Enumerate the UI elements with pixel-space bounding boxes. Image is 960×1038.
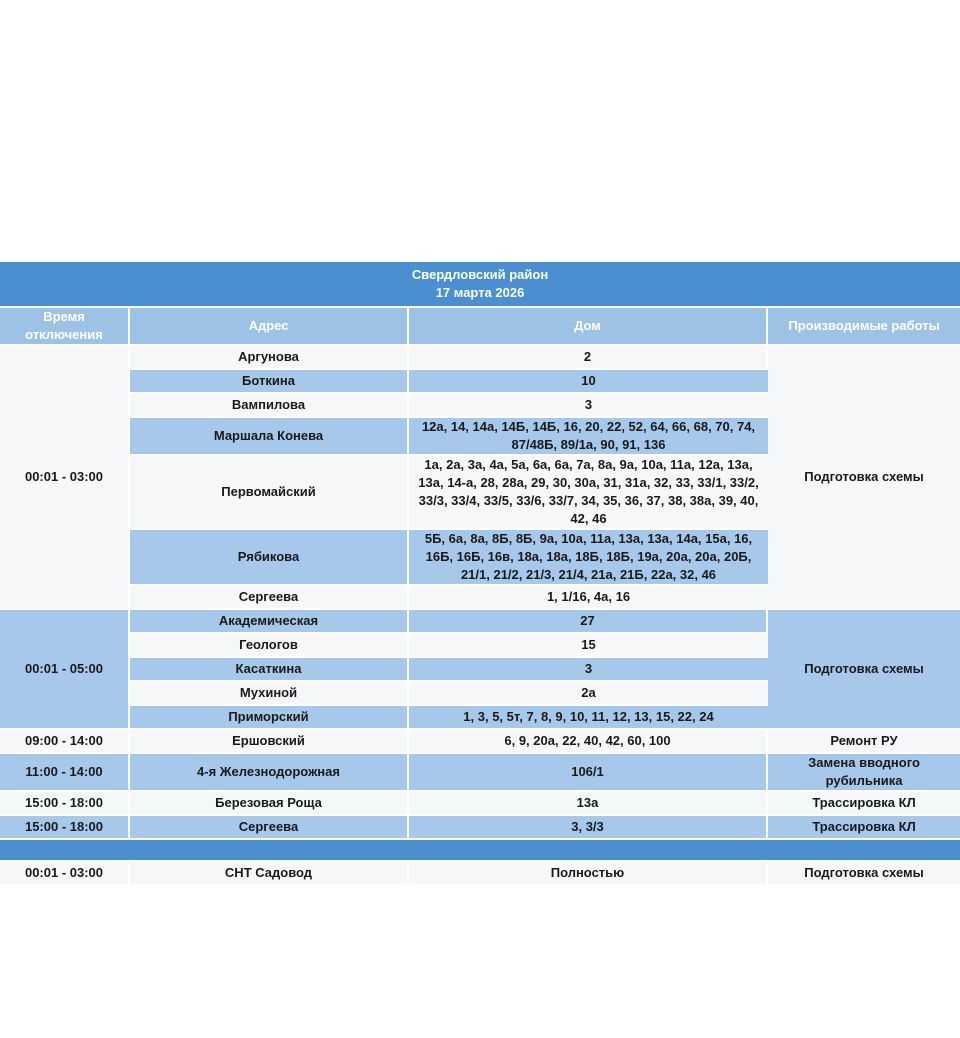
- house-cell: 5Б, 6а, 8а, 8Б, 8Б, 9а, 10а, 11а, 13а, 13а, 14а, 15а, 16, 16Б, 16Б, 16в, 18а, 18а, 18Б, 18Б, 19а, 20а, 20а, 20Б, 21/1, 21/2, 21/3, 21/4, 21а, 21Б, 22а, 32, 46: [409, 530, 768, 586]
- date-title: 17 марта 2026: [435, 285, 525, 300]
- address-cell: Сергеева: [130, 586, 409, 610]
- table-row: [0, 346, 960, 370]
- table-title: [0, 262, 960, 308]
- address-cell: Рябикова: [130, 530, 409, 586]
- works-cell: Подготовка схемы: [768, 346, 960, 610]
- house-cell: 2: [409, 346, 768, 370]
- table-row: [0, 816, 960, 840]
- house-cell: 12а, 14, 14а, 14Б, 14Б, 16, 20, 22, 52, 64, 66, 68, 70, 74, 87/48Б, 89/1а, 90, 91, 136: [409, 418, 768, 456]
- address-cell: Маршала Конева: [130, 418, 409, 456]
- table-row: [0, 792, 960, 816]
- address-cell: Сергеева: [130, 816, 409, 840]
- works-cell: Трассировка КЛ: [768, 816, 960, 840]
- address-cell: Академическая: [130, 610, 409, 634]
- time-cell: 00:01 - 03:00: [0, 862, 130, 886]
- house-cell: 27: [409, 610, 768, 634]
- house-cell: 1, 1/16, 4а, 16: [409, 586, 768, 610]
- works-cell: Ремонт РУ: [768, 730, 960, 754]
- address-cell: Мухиной: [130, 682, 409, 706]
- house-cell: 106/1: [409, 754, 768, 792]
- time-cell: 11:00 - 14:00: [0, 754, 130, 792]
- works-cell: Подготовка схемы: [768, 610, 960, 730]
- house-cell: 10: [409, 370, 768, 394]
- table-row: [0, 610, 960, 634]
- section-separator: [0, 840, 960, 862]
- works-cell: Замена вводного рубильника: [768, 754, 960, 792]
- house-cell: 1, 3, 5, 5т, 7, 8, 9, 10, 11, 12, 13, 15, 22, 24: [409, 706, 768, 730]
- header-row: [0, 308, 960, 346]
- outage-schedule-table: [0, 262, 960, 886]
- header-address: Адрес: [130, 308, 409, 346]
- address-cell: Березовая Роща: [130, 792, 409, 816]
- title-row: [0, 262, 960, 308]
- house-cell: 15: [409, 634, 768, 658]
- district-title: Свердловский район: [411, 267, 549, 282]
- house-cell: 3: [409, 658, 768, 682]
- house-cell: 3: [409, 394, 768, 418]
- address-cell: Боткина: [130, 370, 409, 394]
- time-cell: 15:00 - 18:00: [0, 792, 130, 816]
- house-cell: Полностью: [409, 862, 768, 886]
- header-works: Производимые работы: [768, 308, 960, 346]
- header-house: Дом: [409, 308, 768, 346]
- house-cell: 2а: [409, 682, 768, 706]
- table-row: [0, 754, 960, 792]
- time-cell: 15:00 - 18:00: [0, 816, 130, 840]
- address-cell: Касаткина: [130, 658, 409, 682]
- address-cell: 4-я Железнодорожная: [130, 754, 409, 792]
- house-cell: 3, 3/3: [409, 816, 768, 840]
- house-cell: 13а: [409, 792, 768, 816]
- address-cell: Первомайский: [130, 456, 409, 530]
- time-cell: 09:00 - 14:00: [0, 730, 130, 754]
- separator-bar: [0, 840, 960, 862]
- address-cell: Приморский: [130, 706, 409, 730]
- works-cell: Трассировка КЛ: [768, 792, 960, 816]
- works-cell: Подготовка схемы: [768, 862, 960, 886]
- table-row: [0, 730, 960, 754]
- address-cell: Геологов: [130, 634, 409, 658]
- house-cell: 6, 9, 20а, 22, 40, 42, 60, 100: [409, 730, 768, 754]
- address-cell: Вампилова: [130, 394, 409, 418]
- time-cell: 00:01 - 03:00: [0, 346, 130, 610]
- header-time: Время отключения: [0, 308, 130, 346]
- house-cell: 1а, 2а, 3а, 4а, 5а, 6а, 6а, 7а, 8а, 9а, 10а, 11а, 12а, 13а, 13а, 14-а, 28, 28а, 29, 30, 30а, 31, 31а, 32, 33, 33/1, 33/2, 33/3, 33/4, 33/5, 33/6, 33/7, 34, 35, 36, 37, 38, 38а, 39, 40, 42, 46: [409, 456, 768, 530]
- address-cell: СНТ Садовод: [130, 862, 409, 886]
- time-cell: 00:01 - 05:00: [0, 610, 130, 730]
- table-row: [0, 862, 960, 886]
- address-cell: Ершовский: [130, 730, 409, 754]
- address-cell: Аргунова: [130, 346, 409, 370]
